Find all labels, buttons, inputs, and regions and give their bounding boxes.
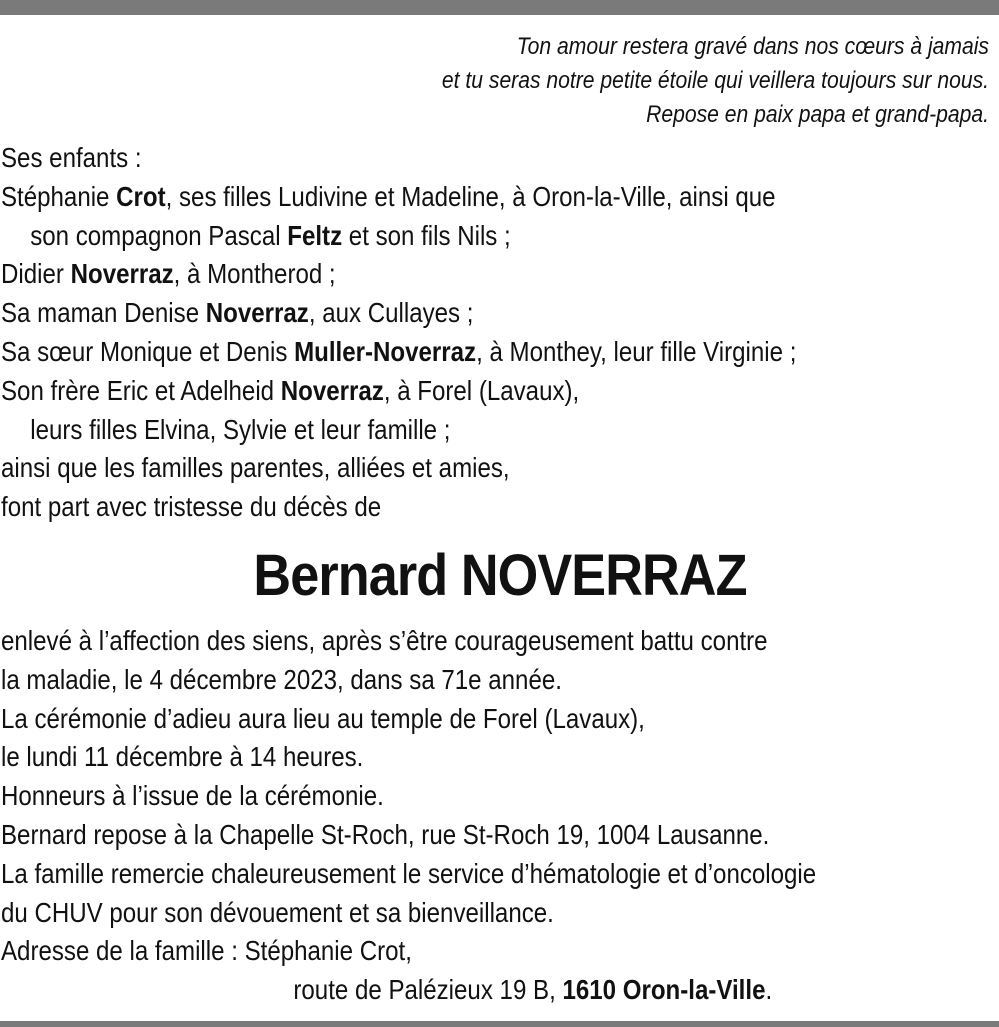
family-announcement xyxy=(1,139,859,527)
detail-line: enlevé à l’affection des siens, après s’être courageusement battu contre xyxy=(1,625,768,656)
family-line: son compagnon Pascal Feltz et son fils Nils ; xyxy=(30,219,511,251)
ceremony-details xyxy=(1,622,859,1010)
family-address: route de Palézieux 19 B, 1610 Oron-la-Ville. xyxy=(293,974,773,1006)
detail-line: du CHUV pour son dévouement et sa bienveillance. xyxy=(1,896,554,928)
family-line: Sa maman Denise Noverraz, aux Cullayes ; xyxy=(1,297,474,329)
epigraph-line: Repose en paix papa et grand-papa. xyxy=(646,101,989,128)
detail-line: Bernard repose à la Chapelle St-Roch, rue St-Roch 19, 1004 Lausanne. xyxy=(1,818,770,850)
family-line: Stéphanie Crot, ses filles Ludivine et Madeline, à Oron-la-Ville, ainsi que xyxy=(1,180,776,212)
family-line: Didier Noverraz, à Montherod ; xyxy=(1,258,336,290)
epigraph-line: et tu seras notre petite étoile qui veillera toujours sur nous. xyxy=(441,67,989,94)
family-line: ainsi que les familles parentes, alliées et amies, xyxy=(1,452,510,484)
deceased-name: Bernard NOVERRAZ xyxy=(252,543,747,608)
family-line: Sa sœur Monique et Denis Muller-Noverraz, à Monthey, leur fille Virginie ; xyxy=(1,335,797,367)
bottom-border xyxy=(0,1021,999,1027)
family-line: Son frère Eric et Adelheid Noverraz, à Forel (Lavaux), xyxy=(1,374,580,406)
family-heading: Ses enfants : xyxy=(1,142,142,173)
family-address-label: Adresse de la famille : Stéphanie Crot, xyxy=(1,935,412,967)
family-line: font part avec tristesse du décès de xyxy=(1,491,382,523)
detail-line: La famille remercie chaleureusement le service d’hématologie et d’oncologie xyxy=(1,857,817,889)
epigraph-line: Ton amour restera gravé dans nos cœurs à jamais xyxy=(516,33,989,60)
detail-line: le lundi 11 décembre à 14 heures. xyxy=(1,741,364,773)
family-line: leurs filles Elvina, Sylvie et leur famille ; xyxy=(30,413,451,445)
detail-line: Honneurs à l’issue de la cérémonie. xyxy=(1,780,384,812)
detail-line: La cérémonie d’adieu aura lieu au temple de Forel (Lavaux), xyxy=(1,702,645,734)
top-border xyxy=(0,0,999,15)
epigraph xyxy=(320,30,989,132)
detail-line: la maladie, le 4 décembre 2023, dans sa 71e année. xyxy=(1,663,562,695)
